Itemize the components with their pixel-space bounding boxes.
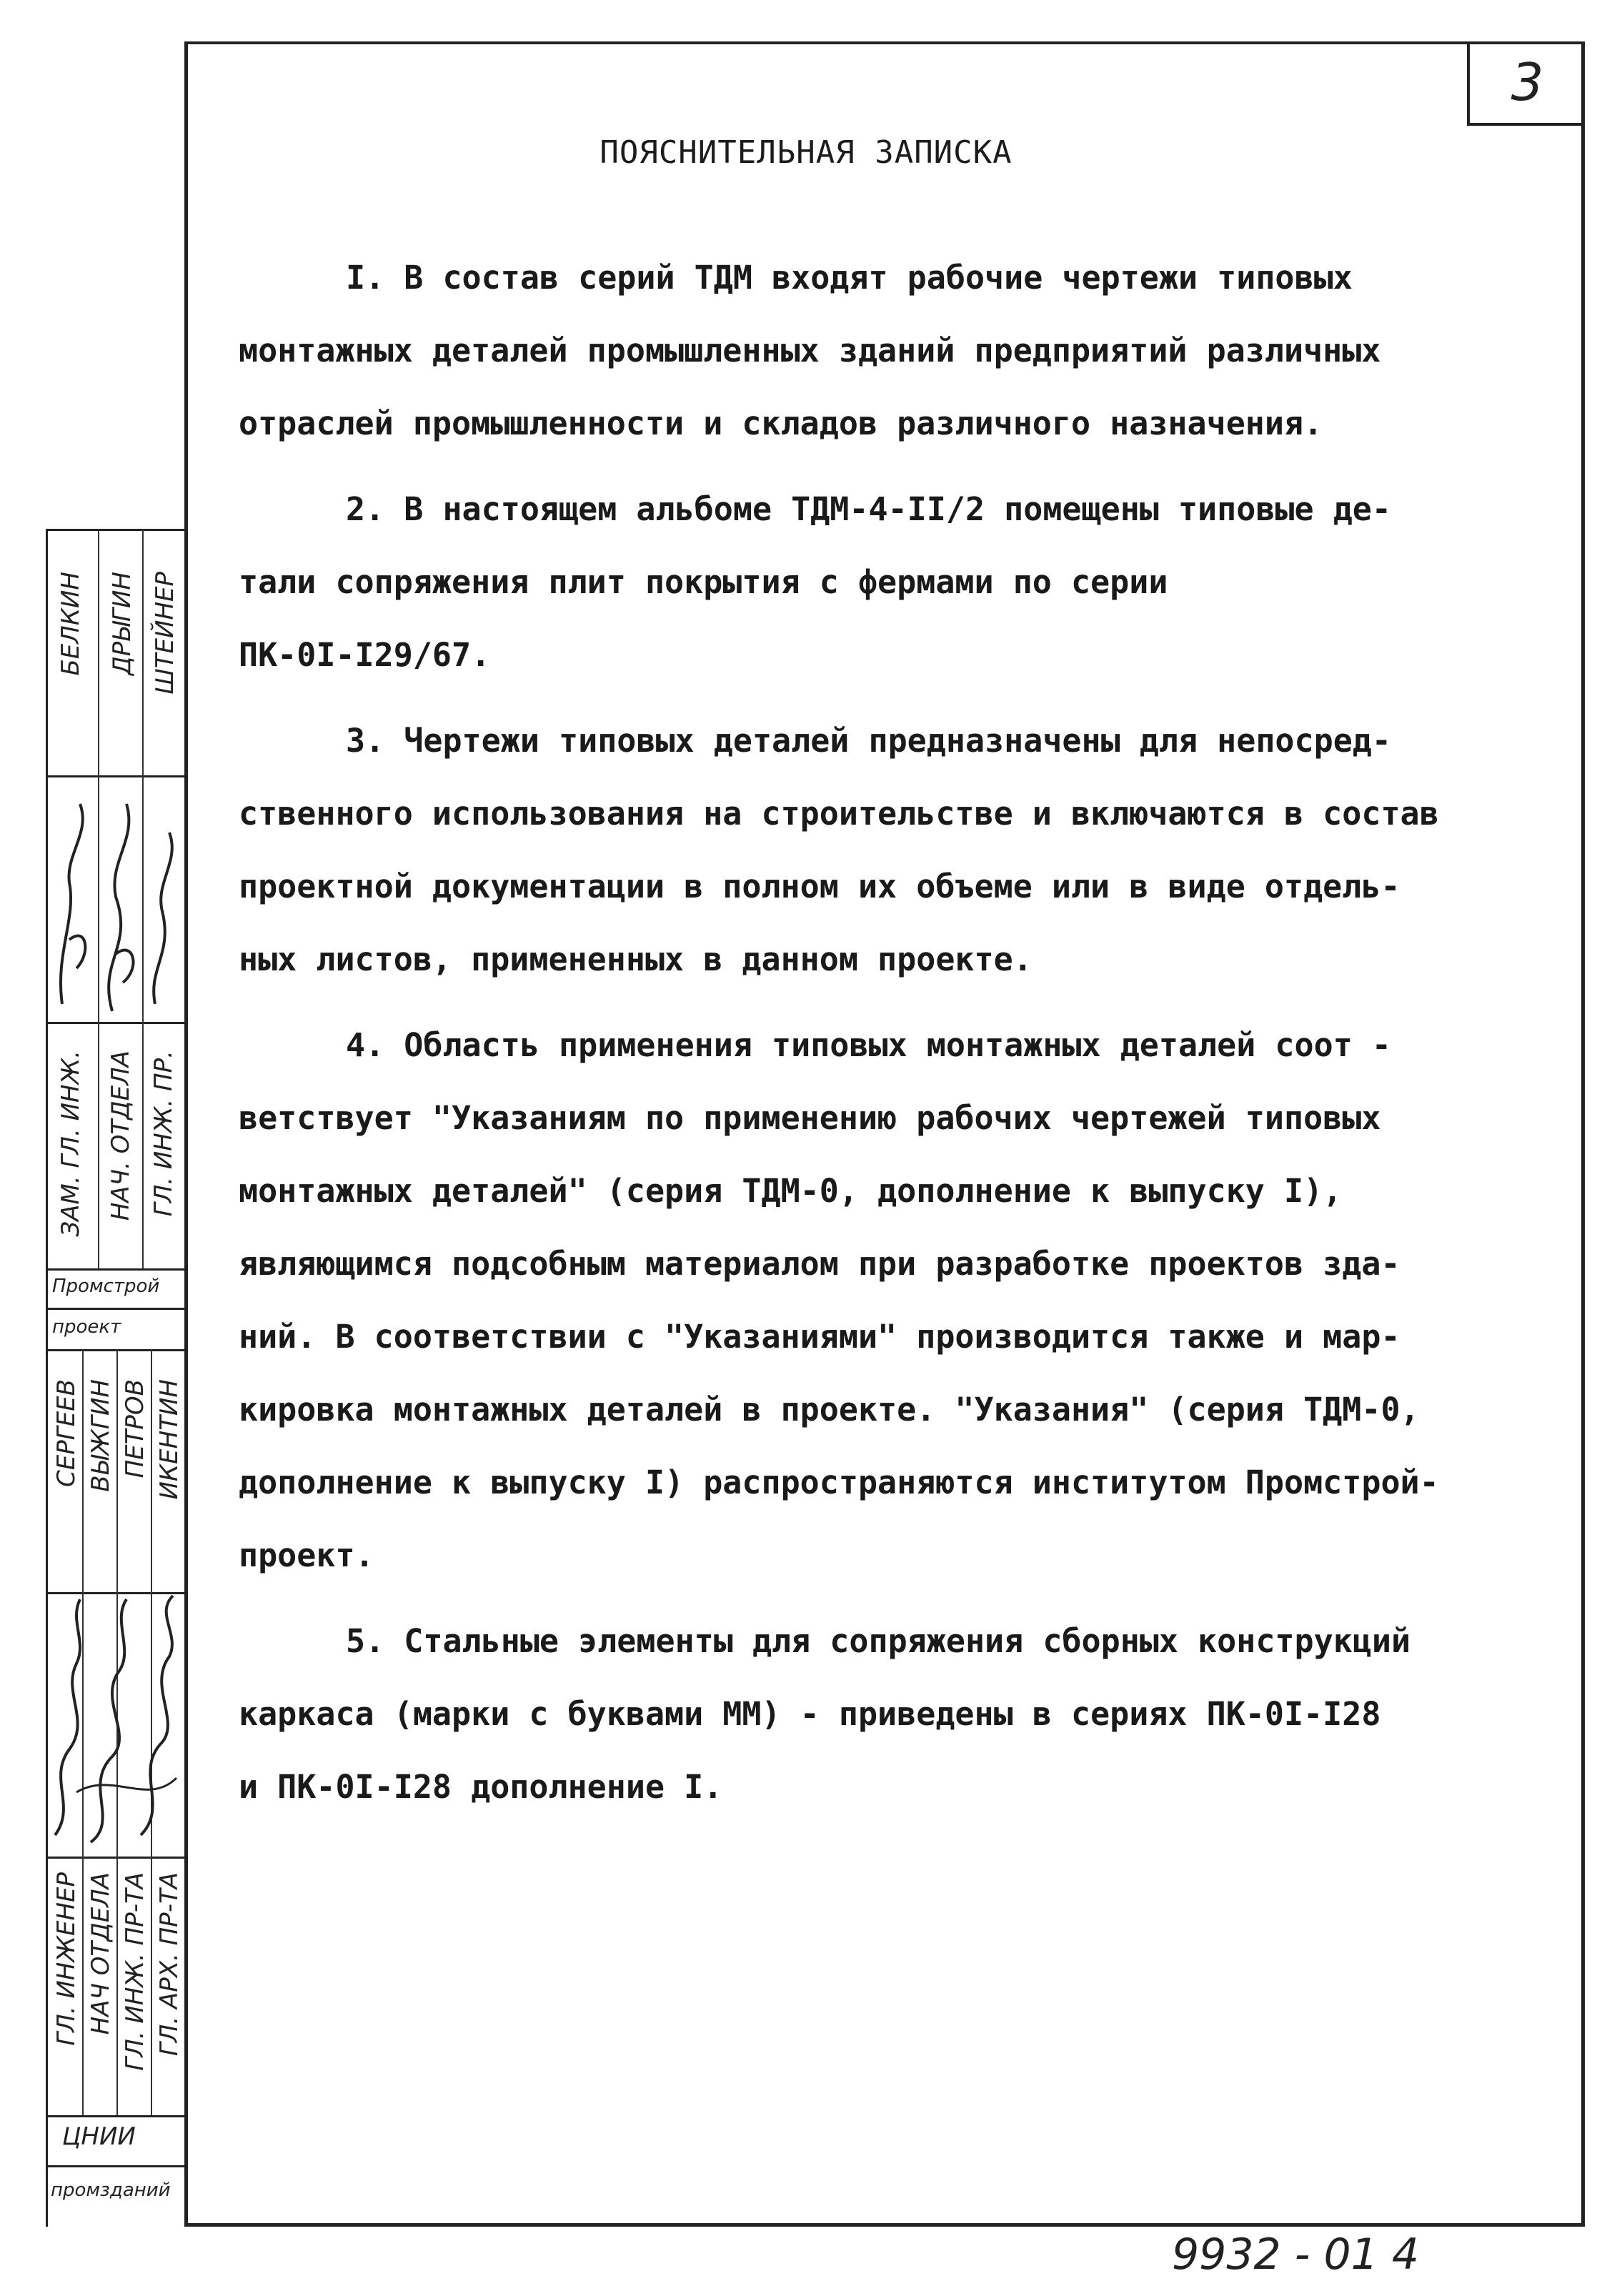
stamp-name: ШТЕЙНЕР — [151, 572, 179, 695]
text-line: ний. В соответствии с "Указаниями" производится также и мар- — [239, 1318, 1400, 1356]
stamp-name: ДРЫГИН — [108, 572, 136, 675]
text-line: дополнение к выпуску I) распространяются институтом Промстрой- — [239, 1463, 1439, 1501]
paragraph-2 — [239, 473, 1568, 692]
paragraph-3 — [239, 705, 1568, 996]
stamp-role: ГЛ. АРХ. ПР-ТА — [155, 1872, 184, 2057]
stamp-name: ИКЕНТИН — [155, 1379, 184, 1500]
stamp-divider — [48, 1022, 186, 1024]
text-line: кировка монтажных деталей в проекте. "Указания" (серия ТДМ-0, — [239, 1391, 1420, 1428]
stamp-org-line: ЦНИИ — [62, 2122, 136, 2151]
stamp-name: ВЫЖГИН — [86, 1379, 115, 1492]
text-line: монтажных деталей промышленных зданий предприятий различных — [239, 332, 1381, 369]
stamp-role: ГЛ. ИНЖ. ПР. — [149, 1050, 178, 1217]
document-code: 9932 - 01 4 — [1172, 2230, 1420, 2280]
text-line: 2. В настоящем альбоме ТДМ-4-II/2 помещены типовые де- — [346, 490, 1391, 528]
stamp-role: ГЛ. ИНЖ. ПР-ТА — [121, 1872, 149, 2071]
text-line: и ПК-0I-I28 дополнение I. — [239, 1768, 723, 1806]
text-line: отраслей промышленности и складов различного назначения. — [239, 404, 1323, 442]
text-line: 3. Чертежи типовых деталей предназначены для непосред- — [346, 722, 1391, 760]
text-line: каркаса (марки с буквами ММ) - приведены в сериях ПК-0I-I28 — [239, 1695, 1381, 1733]
page-number: 3 — [1467, 41, 1585, 126]
stamp-role: ГЛ. ИНЖЕНЕР — [52, 1872, 81, 2046]
text-line: проект. — [239, 1536, 374, 1574]
text-line: 4. Область применения типовых монтажных деталей соот - — [346, 1026, 1391, 1064]
stamp-role: ЗАМ. ГЛ. ИНЖ. — [56, 1050, 85, 1237]
stamp-divider — [48, 1308, 186, 1310]
signature-block-1 — [48, 775, 186, 1022]
stamp-name: БЕЛКИН — [56, 572, 85, 676]
stamp-role: НАЧ. ОТДЕЛА — [106, 1050, 135, 1221]
text-line: проектной документации в полном их объеме или в виде отдель- — [239, 868, 1400, 905]
page-title: ПОЯСНИТЕЛЬНАЯ ЗАПИСКА — [599, 134, 1013, 171]
text-line: 5. Стальные элементы для сопряжения сборных конструкций — [346, 1622, 1411, 1660]
stamp-name: ПЕТРОВ — [121, 1379, 149, 1479]
stamp-divider — [48, 2115, 186, 2117]
signature-block-2 — [48, 1592, 186, 1857]
paragraph-1 — [239, 242, 1568, 460]
stamp-role: НАЧ ОТДЕЛА — [86, 1872, 115, 2035]
stamp-divider — [48, 529, 186, 531]
text-line: являющимся подсобным материалом при разработке проектов зда- — [239, 1245, 1400, 1283]
stamp-org-line: Промстрой — [52, 1276, 160, 1297]
stamp-name: СЕРГЕЕВ — [52, 1379, 81, 1487]
text-line: монтажных деталей" (серия ТДМ-0, дополнение к выпуску I), — [239, 1172, 1343, 1210]
stamp-org-line: промзданий — [51, 2180, 171, 2201]
text-line: ветствует "Указаниям по применению рабочих чертежей типовых — [239, 1099, 1381, 1137]
text-line: ственного использования на строительстве и включаются в состав — [239, 795, 1439, 833]
stamp-divider — [48, 1268, 186, 1271]
stamp-divider — [48, 2165, 186, 2167]
document-body — [239, 242, 1568, 1837]
text-line: ПК-0I-I29/67. — [239, 636, 491, 674]
text-line: тали сопряжения плит покрытия с фермами по серии — [239, 563, 1168, 601]
paragraph-5 — [239, 1605, 1568, 1824]
stamp-org-line: проект — [52, 1316, 121, 1338]
text-line: I. В состав серий ТДМ входят рабочие чертежи типовых — [346, 259, 1353, 297]
text-line: ных листов, примененных в данном проекте. — [239, 940, 1033, 978]
approval-stamp — [46, 529, 184, 2227]
paragraph-4 — [239, 1009, 1568, 1592]
